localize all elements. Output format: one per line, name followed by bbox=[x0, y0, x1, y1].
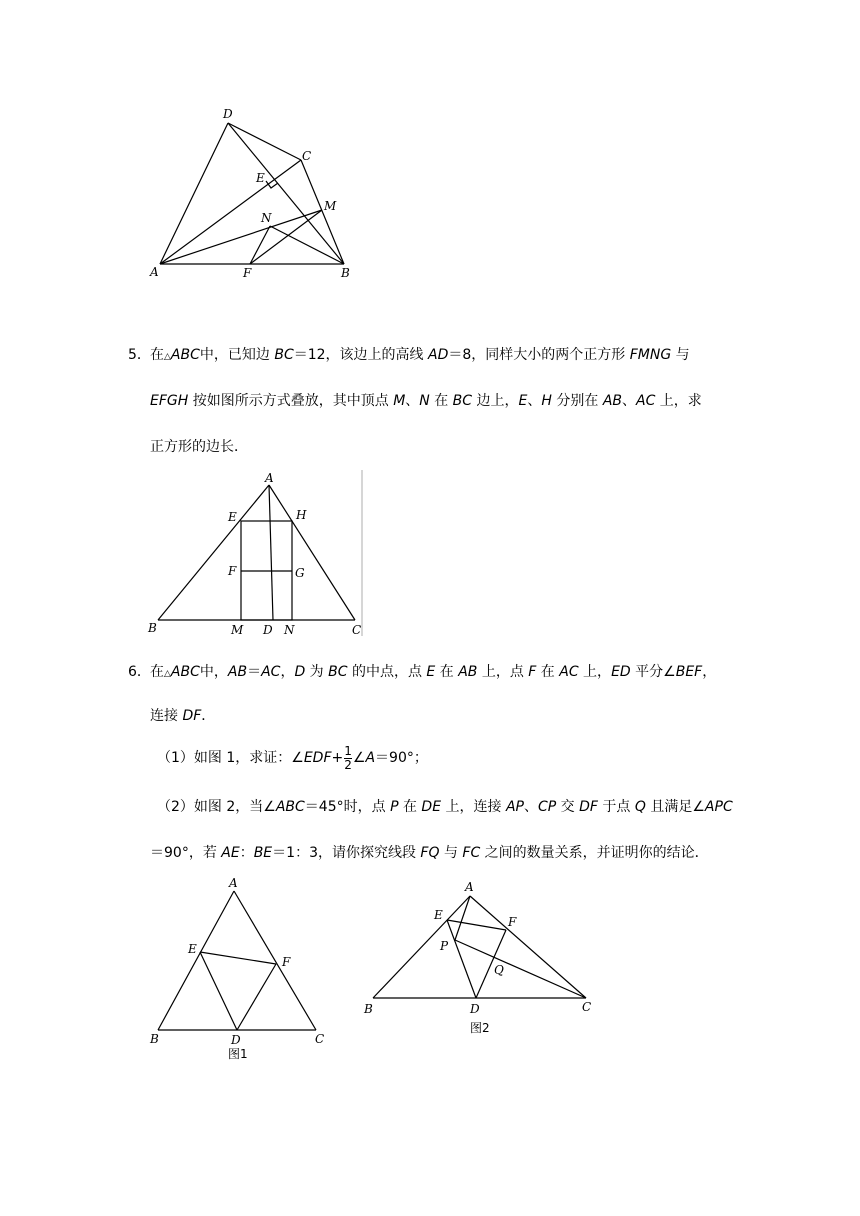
label-E: E bbox=[256, 171, 265, 185]
fraction-one-half bbox=[344, 745, 352, 772]
text: （2）如图 2，当∠ bbox=[157, 799, 276, 815]
text: 中， bbox=[199, 664, 228, 680]
p5-label-B: B bbox=[148, 621, 157, 635]
text: D bbox=[294, 664, 306, 680]
text: F bbox=[528, 664, 537, 680]
text: 交 bbox=[556, 799, 580, 815]
text: AB bbox=[227, 664, 248, 680]
text: ＝8，同样大小的两个正方形 bbox=[448, 347, 630, 363]
label-M: M bbox=[324, 199, 337, 213]
text: FMNG bbox=[629, 347, 672, 363]
triangle-symbol: △ bbox=[164, 669, 171, 679]
text: AD bbox=[428, 347, 449, 363]
label-B: B bbox=[341, 266, 350, 280]
problem6-part2-line1 bbox=[157, 796, 733, 816]
text: ABC bbox=[275, 799, 305, 815]
text: APC bbox=[704, 799, 733, 815]
text: 为 bbox=[305, 664, 329, 680]
text: 上，连接 bbox=[441, 799, 506, 815]
text: Q bbox=[634, 799, 646, 815]
fig2-label-C: C bbox=[582, 1000, 592, 1014]
text: BC bbox=[452, 393, 473, 409]
text: AB bbox=[458, 664, 478, 680]
text: 上，点 bbox=[477, 664, 529, 680]
fig1-label-D: D bbox=[231, 1033, 241, 1047]
fig2-label-P: P bbox=[440, 939, 449, 953]
text: BC bbox=[274, 347, 294, 363]
label-F: F bbox=[243, 266, 252, 280]
text: 与 bbox=[671, 347, 690, 363]
fig1-label-A: A bbox=[229, 876, 238, 890]
fig2-label-F: F bbox=[508, 915, 517, 929]
text: BE bbox=[253, 845, 273, 861]
p5-label-C: C bbox=[352, 623, 362, 637]
fig1-label-F: F bbox=[282, 955, 291, 969]
p5-label-E: E bbox=[228, 510, 237, 524]
text: ED bbox=[611, 664, 631, 680]
text: ： bbox=[239, 845, 254, 861]
text: ， bbox=[702, 664, 717, 680]
text: 与 bbox=[439, 845, 463, 861]
fig2-label-A: A bbox=[465, 880, 474, 894]
text: 中，已知边 bbox=[199, 347, 275, 363]
text: 在 bbox=[435, 664, 459, 680]
text: 在 bbox=[398, 799, 422, 815]
problem6-part2-line2 bbox=[150, 842, 709, 862]
p5-label-F: F bbox=[228, 564, 237, 578]
text: 、 bbox=[527, 393, 542, 409]
text: 正方形的边长． bbox=[150, 439, 248, 455]
text: ∠ bbox=[352, 750, 366, 766]
fig1-label-C: C bbox=[315, 1032, 325, 1046]
text: 的中点，点 bbox=[347, 664, 427, 680]
p5-label-G: G bbox=[295, 566, 305, 580]
fig1-label-E: E bbox=[188, 942, 197, 956]
text: FQ bbox=[420, 845, 440, 861]
text: EDF bbox=[303, 750, 332, 766]
fig2-label-D: D bbox=[470, 1002, 480, 1016]
problem6-part1 bbox=[157, 741, 428, 775]
text: 于点 bbox=[597, 799, 635, 815]
text: 、 bbox=[405, 393, 420, 409]
fig2-label-B: B bbox=[364, 1002, 373, 1016]
text: 在 bbox=[536, 664, 560, 680]
text: 且满足∠ bbox=[645, 799, 705, 815]
text: AB bbox=[602, 393, 622, 409]
text: AP bbox=[505, 799, 524, 815]
triangle-symbol: △ bbox=[164, 352, 171, 362]
text: DE bbox=[421, 799, 442, 815]
text: P bbox=[390, 799, 399, 815]
fraction-denominator: 2 bbox=[344, 757, 352, 772]
text: DF bbox=[579, 799, 598, 815]
p5-label-M: M bbox=[231, 623, 244, 637]
text: EFGH bbox=[150, 393, 189, 409]
text: 在 bbox=[429, 393, 453, 409]
text: E bbox=[426, 664, 436, 680]
problem6-line2 bbox=[150, 705, 215, 725]
text: （1）如图 1，求证：∠ bbox=[157, 750, 304, 766]
text: 连接 bbox=[150, 708, 183, 724]
text: AE bbox=[221, 845, 240, 861]
text: BEF bbox=[675, 664, 703, 680]
fig1-caption: 图1 bbox=[228, 1047, 248, 1061]
text: AC bbox=[261, 664, 281, 680]
text: ， bbox=[280, 664, 295, 680]
text: ABC bbox=[170, 347, 200, 363]
p5-label-N: N bbox=[284, 623, 295, 637]
text: 分别在 bbox=[551, 393, 603, 409]
text: AC bbox=[636, 393, 656, 409]
text: ． bbox=[201, 708, 216, 724]
problem5-line3 bbox=[150, 436, 248, 456]
fig2-caption: 图2 bbox=[470, 1021, 490, 1035]
text: 边上， bbox=[472, 393, 519, 409]
label-D: D bbox=[223, 107, 233, 121]
label-N: N bbox=[261, 211, 272, 225]
problem5-figure bbox=[0, 460, 860, 650]
text: 按如图所示方式叠放，其中顶点 bbox=[188, 393, 394, 409]
text: M bbox=[393, 393, 406, 409]
text: CP bbox=[538, 799, 557, 815]
text: ＝12，该边上的高线 bbox=[293, 347, 428, 363]
label-A: A bbox=[150, 265, 159, 279]
problem5-line2 bbox=[150, 390, 702, 410]
text: ABC bbox=[170, 664, 200, 680]
text: AC bbox=[559, 664, 579, 680]
text: ＝90°； bbox=[375, 750, 428, 766]
text: 平分∠ bbox=[630, 664, 676, 680]
text: ＝1：3，请你探究线段 bbox=[272, 845, 421, 861]
fraction-numerator: 1 bbox=[344, 743, 352, 758]
text: FC bbox=[462, 845, 481, 861]
text: 在 bbox=[150, 664, 164, 680]
text: DF bbox=[182, 708, 202, 724]
problem6-number: 6． bbox=[128, 664, 151, 680]
label-C: C bbox=[302, 149, 312, 163]
text: BC bbox=[328, 664, 348, 680]
text: 、 bbox=[622, 393, 636, 409]
text: ＝90°，若 bbox=[150, 845, 222, 861]
text: ＝45°时，点 bbox=[304, 799, 391, 815]
text: N bbox=[419, 393, 430, 409]
problem6-figures bbox=[0, 870, 860, 1070]
fig1-label-B: B bbox=[150, 1032, 159, 1046]
text: 上，求 bbox=[655, 393, 702, 409]
text: 上， bbox=[578, 664, 612, 680]
text: ＝ bbox=[247, 664, 262, 680]
fig2-label-E: E bbox=[434, 908, 443, 922]
text: A bbox=[365, 750, 376, 766]
fig2-label-Q: Q bbox=[494, 963, 504, 977]
text: 在 bbox=[150, 347, 164, 363]
p5-label-D: D bbox=[263, 623, 273, 637]
text: 之间的数量关系，并证明你的结论． bbox=[480, 845, 709, 861]
text: + bbox=[331, 750, 344, 766]
text: 、 bbox=[524, 799, 538, 815]
problem5-number: 5． bbox=[128, 347, 151, 363]
p5-label-A: A bbox=[265, 471, 274, 485]
p5-label-H: H bbox=[296, 508, 307, 522]
top-geometry-figure bbox=[0, 0, 860, 290]
text: E bbox=[518, 393, 528, 409]
text: H bbox=[541, 393, 552, 409]
